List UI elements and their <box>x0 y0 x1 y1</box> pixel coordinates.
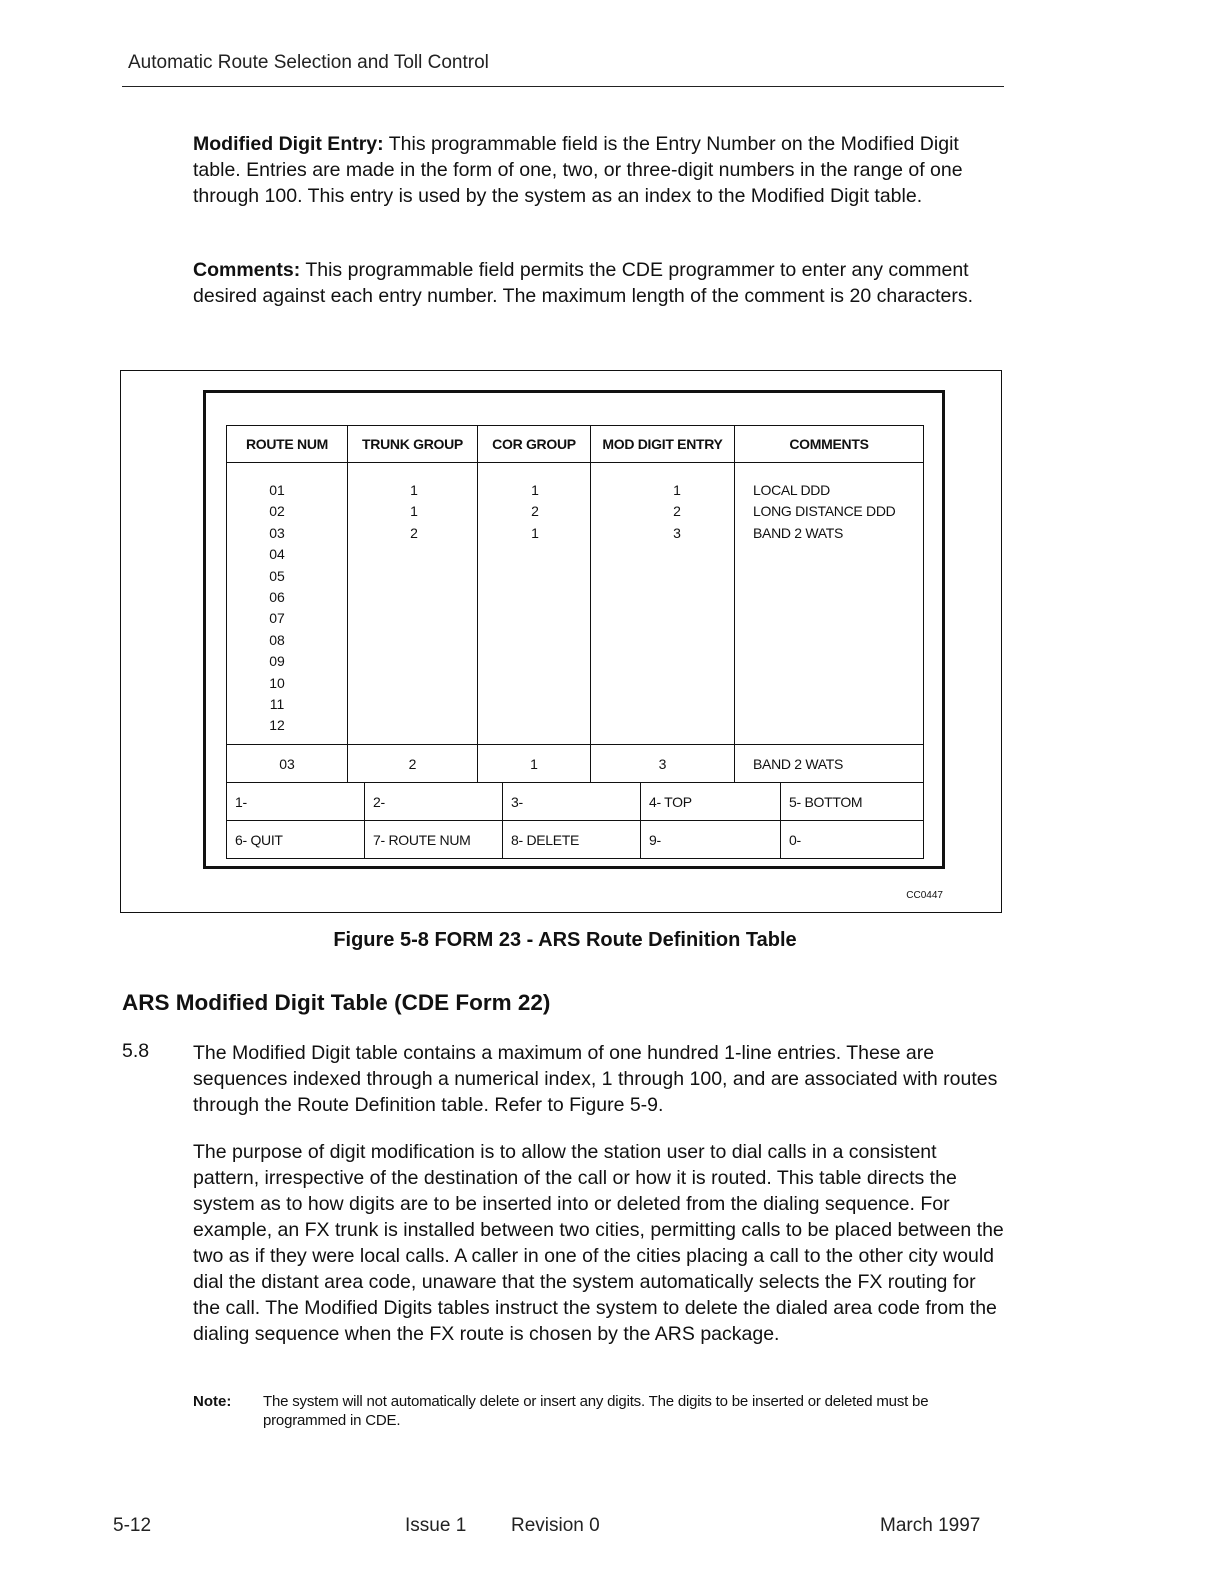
figure-caption: Figure 5-8 FORM 23 - ARS Route Definition Table <box>333 929 797 951</box>
function-key-7-route-num: 7- ROUTE NUM <box>364 820 503 859</box>
list-item: 1 <box>531 482 539 498</box>
current-trunk-group: 2 <box>347 744 478 783</box>
section-number: 5.8 <box>122 1040 150 1062</box>
section-paragraph-2: The purpose of digit modification is to allow the station user to dial calls in a consistent pattern, irrespective of the destination of the call or how it is routed. This table directs the system as to how digits are to be inserted into or deleted from the dialing sequence. For example, an FX trunk is installed between two cities, permitting calls to be placed between the two as if they were local calls. A caller in one of the cities placing a call to the other city would dial the distant area code, unaware that the system automatically selects the FX routing for the call. The Modified Digits tables instruct the system to delete the dialed area code from the dialing sequence when the FX route is chosen by the ARS package. <box>193 1141 1004 1345</box>
footer-date: March 1997 <box>880 1515 981 1536</box>
footer-revision: Revision 0 <box>511 1515 600 1536</box>
modified-digit-entry-label: Modified Digit Entry: <box>193 133 384 155</box>
comments-paragraph <box>193 257 1005 309</box>
function-key-2: 2- <box>364 782 503 821</box>
current-route-num: 03 <box>226 744 348 783</box>
current-cor-group: 1 <box>477 744 591 783</box>
section-paragraph-1: The Modified Digit table contains a maximum of one hundred 1-line entries. These are sequences indexed through a numerical index, 1 through 100, and are associated with routes through the Route Definition table. Refer to Figure 5-9. <box>193 1042 998 1116</box>
comments-list <box>753 480 921 544</box>
header-mod-digit-entry: MOD DIGIT ENTRY <box>590 425 735 463</box>
running-header: Automatic Route Selection and Toll Control <box>128 52 489 73</box>
list-item: 2 <box>410 524 418 541</box>
list-item: 1 <box>410 482 418 498</box>
list-item: 12 <box>269 717 285 734</box>
function-key-3: 3- <box>502 782 641 821</box>
list-item: BAND 2 WATS <box>753 524 844 541</box>
list-item: 05 <box>269 567 285 584</box>
header-comments: COMMENTS <box>734 425 924 463</box>
list-item: 1 <box>531 524 539 541</box>
list-item: 01 <box>269 482 285 498</box>
current-mod-digit-entry: 3 <box>590 744 735 783</box>
form-screen <box>203 390 945 869</box>
note-label: Note: <box>193 1393 232 1410</box>
list-item: LOCAL DDD <box>753 482 830 498</box>
function-key-4-top: 4- TOP <box>640 782 781 821</box>
list-item: 08 <box>269 631 285 648</box>
function-key-9: 9- <box>640 820 781 859</box>
function-key-6-quit: 6- QUIT <box>226 820 365 859</box>
list-item: 3 <box>673 524 681 541</box>
modified-digit-entry-paragraph <box>193 131 1005 209</box>
list-item: 07 <box>269 610 285 627</box>
figure-frame <box>120 370 1002 913</box>
header-rule <box>122 86 1004 87</box>
comments-label: Comments: <box>193 259 301 281</box>
header-trunk-group: TRUNK GROUP <box>347 425 478 463</box>
trunk-group-list <box>399 480 429 544</box>
function-key-8-delete: 8- DELETE <box>502 820 641 859</box>
list-item: 06 <box>269 589 285 606</box>
list-item: 03 <box>269 524 285 541</box>
list-item: 2 <box>531 503 539 520</box>
modified-digit-entry-text: This programmable field is the Entry Number on the Modified Digit table. Entries are made in the form of one, two, or three-digit numbers in the range of one through 100. This entry is used by the system as an index to the Modified Digit table. <box>193 133 963 207</box>
list-item: 11 <box>269 696 285 713</box>
section-title: ARS Modified Digit Table (CDE Form 22) <box>122 990 551 1015</box>
header-cor-group: COR GROUP <box>477 425 591 463</box>
note-text: The system will not automatically delete or insert any digits. The digits to be inserted or deleted must be programmed in CDE. <box>263 1393 929 1429</box>
list-item: 1 <box>410 503 418 520</box>
list-item: 1 <box>673 482 681 498</box>
function-key-0: 0- <box>780 820 924 859</box>
route-num-list <box>262 480 292 737</box>
header-route-num: ROUTE NUM <box>226 425 348 463</box>
list-item: LONG DISTANCE DDD <box>753 503 896 520</box>
list-item: 2 <box>673 503 681 520</box>
cor-group-list <box>520 480 550 544</box>
comments-text: This programmable field permits the CDE programmer to enter any comment desired against each entry number. The maximum length of the comment is 20 characters. <box>193 259 974 307</box>
function-key-1: 1- <box>226 782 365 821</box>
list-item: 02 <box>269 503 285 520</box>
page-number: 5-12 <box>113 1515 152 1536</box>
list-item: 10 <box>269 674 285 691</box>
function-key-5-bottom: 5- BOTTOM <box>780 782 924 821</box>
footer-issue: Issue 1 <box>405 1515 467 1536</box>
list-item: 04 <box>269 546 285 563</box>
current-comments: BAND 2 WATS <box>734 744 924 783</box>
mod-digit-entry-list <box>662 480 692 544</box>
figure-id: CC0447 <box>906 890 943 901</box>
list-item: 09 <box>269 653 285 670</box>
